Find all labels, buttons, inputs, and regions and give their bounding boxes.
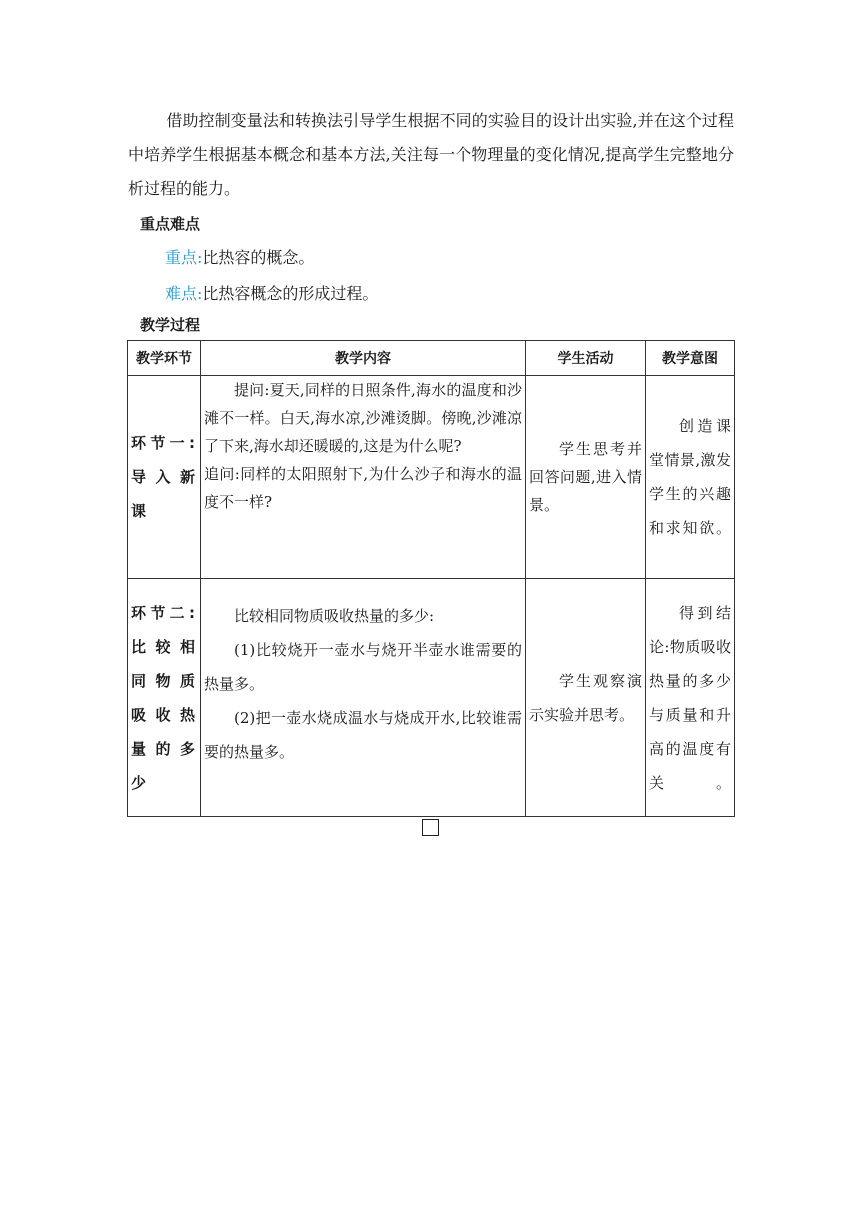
difficulty-label: 难点: — [165, 284, 203, 303]
focus-label: 重点: — [165, 248, 203, 267]
focus-text: 比热容的概念。 — [202, 248, 315, 267]
activity-text: 学生观察演示实验并思考。 — [529, 671, 642, 724]
intent-cell: 得到结论:物质吸收热量的多少与质量和升高的温度有关。 — [646, 579, 735, 817]
intent-cell: 创造课堂情景,激发学生的兴趣和求知欲。 — [646, 376, 735, 579]
lesson-process-table — [127, 340, 735, 817]
header-intent: 教学意图 — [646, 341, 735, 376]
activity-text: 学生思考并回答问题,进入情景。 — [529, 440, 642, 514]
table-header-row — [128, 341, 735, 376]
focus-line — [165, 245, 314, 268]
table-row — [128, 579, 735, 817]
header-content: 教学内容 — [201, 341, 526, 376]
difficulty-line — [165, 281, 378, 304]
content-paragraph: (1)比较烧开一壶水与烧开半壶水谁需要的热量多。 — [204, 641, 522, 693]
stage-cell: 环节一:导入新课 — [128, 376, 201, 579]
activity-cell — [526, 376, 646, 579]
content-paragraph: 比较相同物质吸收热量的多少: — [234, 607, 435, 625]
difficulty-text: 比热容概念的形成过程。 — [202, 284, 379, 303]
intro-paragraph: 借助控制变量法和转换法引导学生根据不同的实验目的设计出实验,并在这个过程中培养学生根据基本概念和基本方法,关注每一个物理量的变化情况,提高学生完整地分析过程的能力。 — [128, 111, 734, 198]
content-paragraph: 追问:同样的太阳照射下,为什么沙子和海水的温度不一样? — [204, 465, 522, 511]
activity-cell — [526, 579, 646, 817]
content-paragraph: 提问:夏天,同样的日照条件,海水的温度和沙滩不一样。白天,海水凉,沙滩烫脚。傍晚,沙滩凉了下来,海水却还暖暖的,这是为什么呢? — [204, 381, 522, 455]
stage-cell: 环节二:比较相同物质吸收热量的多少 — [128, 579, 201, 817]
checkbox-icon — [422, 819, 439, 836]
process-heading: 教学过程 — [140, 316, 201, 334]
header-stage: 教学环节 — [128, 341, 201, 376]
key-points-heading: 重点难点 — [140, 215, 201, 233]
content-paragraph: (2)把一壶水烧成温水与烧成开水,比较谁需要的热量多。 — [204, 709, 522, 761]
header-activity: 学生活动 — [526, 341, 646, 376]
table-row — [128, 376, 735, 579]
content-cell — [201, 579, 526, 817]
content-cell — [201, 376, 526, 579]
